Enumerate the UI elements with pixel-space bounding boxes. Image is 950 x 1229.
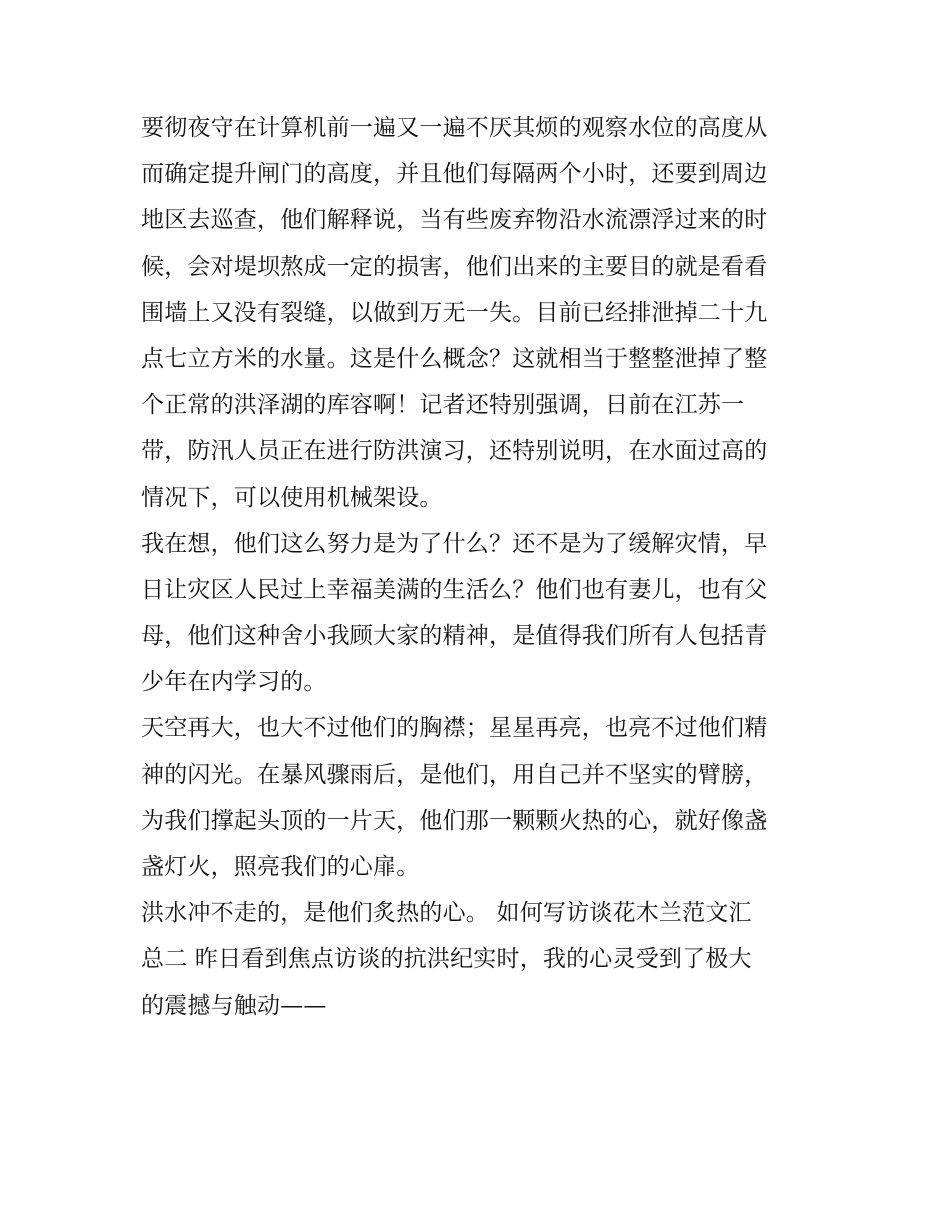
text-line: 点七立方米的水量。这是什么概念？这就相当于整整泄掉了整 — [141, 345, 768, 372]
text-line: 总二 昨日看到焦点访谈的抗洪纪实时，我的心灵受到了极大 — [141, 946, 752, 973]
text-line: 为我们撑起头顶的一片天，他们那一颗颗火热的心，就好像盏 — [141, 807, 768, 834]
text-line: 围墙上又没有裂缝，以做到万无一失。目前已经排泄掉二十九 — [141, 299, 768, 326]
text-line: 日让灾区人民过上幸福美满的生活么？他们也有妻儿，也有父 — [141, 576, 768, 603]
text-line: 带，防汛人员正在进行防洪演习，还特别说明，在水面过高的 — [141, 438, 768, 465]
text-line: 神的闪光。在暴风骤雨后，是他们，用自己并不坚实的臂膀， — [141, 761, 768, 788]
text-line: 候，会对堤坝熬成一定的损害，他们出来的主要目的就是看看 — [141, 253, 768, 280]
text-line: 母，他们这种舍小我顾大家的精神，是值得我们所有人包括青 — [141, 623, 768, 650]
text-line: 洪水冲不走的，是他们炙热的心。 如何写访谈花木兰范文汇 — [141, 900, 752, 927]
text-line: 少年在内学习的。 — [141, 669, 327, 696]
document-page — [141, 105, 816, 1029]
text-line: 要彻夜守在计算机前一遍又一遍不厌其烦的观察水位的高度从 — [141, 115, 768, 141]
text-line: 我在想，他们这么努力是为了什么？还不是为了缓解灾情，早 — [141, 530, 768, 557]
text-line: 天空再大，也大不过他们的胸襟；星星再亮，也亮不过他们精 — [141, 715, 768, 742]
text-line: 的震撼与触动—— — [141, 992, 327, 1019]
text-line: 个正常的洪泽湖的库容啊！记者还特别强调，日前在江苏一 — [141, 392, 745, 419]
text-line: 盏灯火，照亮我们的心扉。 — [141, 854, 420, 880]
text-line: 情况下，可以使用机械架设。 — [141, 484, 443, 511]
text-line: 地区去巡查，他们解释说，当有些废弃物沿水流漂浮过来的时 — [141, 207, 768, 234]
text-line: 而确定提升闸门的高度，并且他们每隔两个小时，还要到周边 — [141, 161, 768, 188]
